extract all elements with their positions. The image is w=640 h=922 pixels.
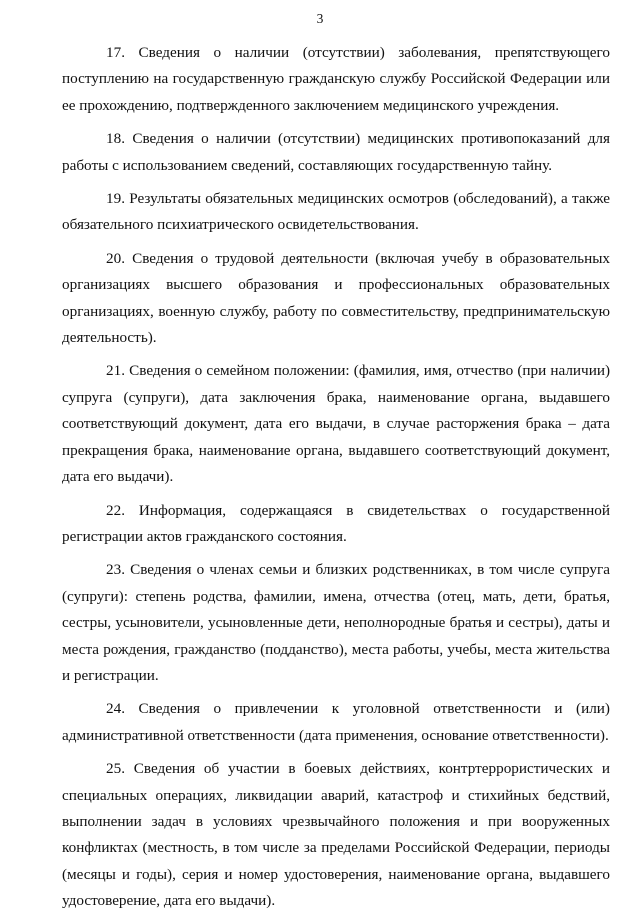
paragraph-23 (62, 557, 610, 689)
paragraph-24 (62, 696, 610, 749)
paragraph-25 (62, 756, 610, 914)
paragraph-text: Сведения о членах семьи и близких родственниках, в том числе супруга (супруги): степень родства, фамилии, имена, отчества (отец, мать, дети, братья, сестры, усыновители, усыновленные дети, неполнородные братья и сестры), даты и места рождения, гражданство (подданство), места работы, учебы, места жительства и регистрации. (62, 561, 610, 684)
paragraph-number: 21. (106, 362, 125, 380)
paragraph-text: Результаты обязательных медицинских осмотров (обследований), а также обязательного психиатрического освидетельствования. (62, 190, 610, 234)
paragraph-text: Сведения об участии в боевых действиях, контртеррористических и специальных операциях, ликвидации аварий, катастроф и стихийных бедствий, выполнении задач в условиях чрезвычайного положения и при вооруженных конфликтах (местность, в том числе за пределами Российской Федерации, периоды (месяцы и годы), серия и номер удостоверения, наименование органа, выдавшего удостоверение, дата его выдачи). (62, 760, 610, 910)
page-number: 3 (316, 11, 324, 26)
paragraph-text: Сведения о семейном положении: (фамилия, имя, отчество (при наличии) супруга (супруги), дата заключения брака, наименование органа, выдавшего соответствующий документ, дата его выдачи, в случае расторжения брака – дата прекращения брака, наименование органа, выдавшего соответствующий документ, дата его выдачи). (62, 362, 611, 486)
paragraph-19 (62, 186, 610, 239)
paragraph-21 (62, 358, 610, 490)
paragraph-17 (62, 40, 610, 119)
document-body (62, 40, 610, 922)
paragraph-18 (62, 126, 610, 179)
paragraph-text: Сведения о наличии (отсутствии) медицинских противопоказаний для работы с использованием сведений, составляющих государственную тайну. (62, 130, 610, 174)
paragraph-number: 20. (106, 249, 125, 267)
paragraph-text: Информация, содержащаяся в свидетельствах о государственной регистрации актов гражданского состояния. (62, 501, 610, 545)
paragraph-number: 19. (106, 190, 125, 208)
paragraph-text: Сведения о трудовой деятельности (включая учебу в образовательных организациях высшего образования и профессиональных образовательных организациях, военную службу, работу по совместительству, предпринимательскую деятельность). (62, 249, 611, 347)
paragraph-number: 23. (106, 561, 125, 579)
paragraph-number: 24. (106, 700, 125, 718)
paragraph-number: 25. (106, 760, 125, 778)
paragraph-20 (62, 246, 610, 352)
paragraph-number: 22. (106, 501, 125, 519)
paragraph-22 (62, 498, 610, 551)
paragraph-number: 17. (106, 44, 125, 61)
paragraph-text: Сведения о привлечении к уголовной ответственности и (или) административной ответственности (дата применения, основание ответственности). (62, 700, 610, 744)
paragraph-text: Сведения о наличии (отсутствии) заболевания, препятствующего поступлению на государственную гражданскую службу Российской Федерации или ее прохождению, подтвержденного заключением медицинского учреждения. (62, 44, 610, 114)
paragraph-number: 18. (106, 130, 125, 148)
